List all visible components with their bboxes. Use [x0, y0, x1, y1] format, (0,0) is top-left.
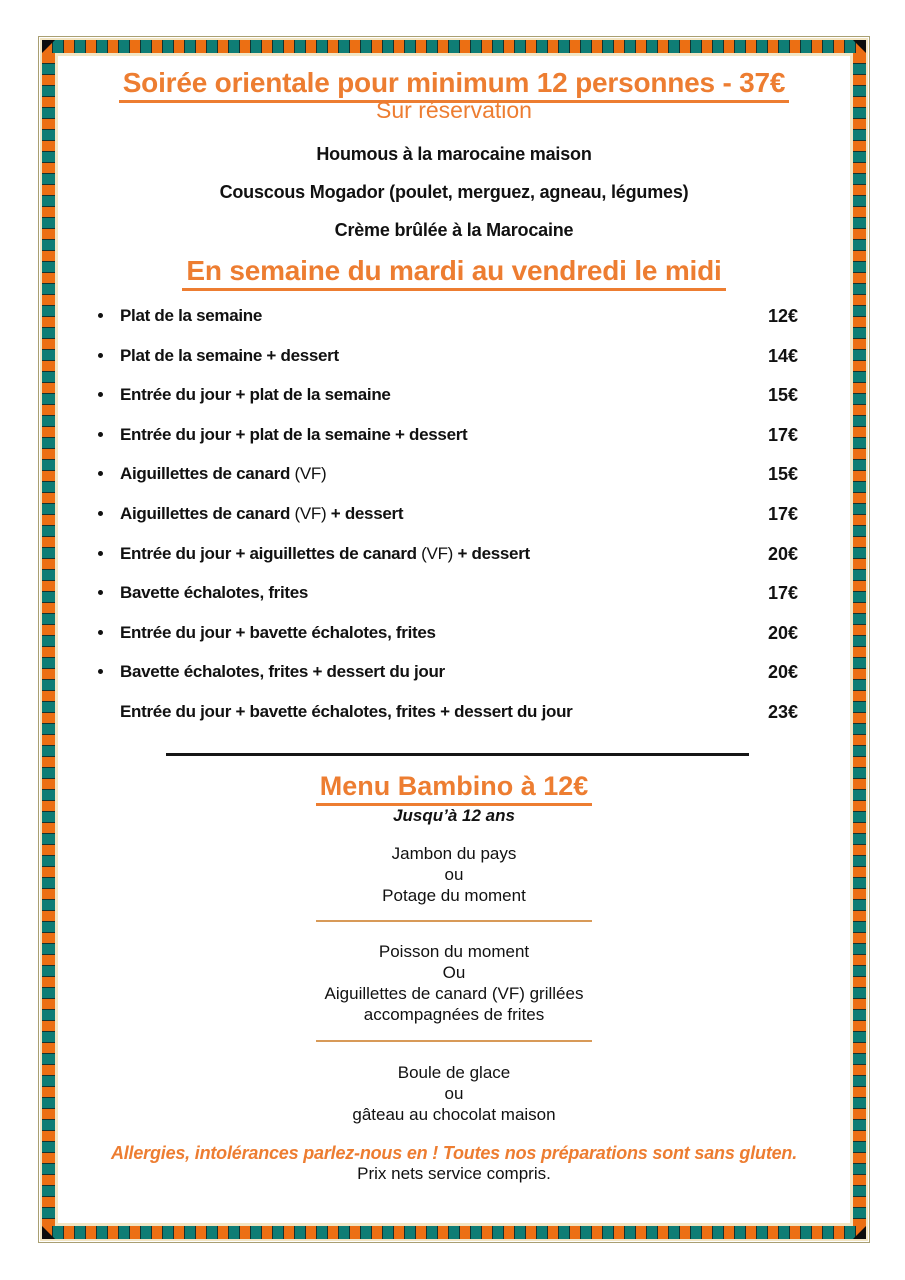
- menu-item-row: [96, 306, 798, 346]
- menu-item-row: [96, 346, 798, 386]
- menu-item-label: Entrée du jour + plat de la semaine + dessert: [120, 424, 468, 444]
- bambino-course-line: ou: [444, 865, 464, 884]
- menu-item-price: 14€: [767, 345, 798, 366]
- menu-item-price: 17€: [767, 503, 798, 524]
- bambino-course-dessert: [58, 1062, 850, 1125]
- menu-item-price: 17€: [767, 424, 798, 445]
- bambino-course-line: gâteau au chocolat maison: [352, 1105, 556, 1124]
- menu-item-label: Aiguillettes de canard (VF) + dessert: [120, 503, 404, 523]
- menu-item-price: 15€: [767, 385, 798, 406]
- allergy-notice: Allergies, intolérances parlez-nous en ! Toutes nos préparations sont sans gluten.: [110, 1143, 798, 1163]
- bambino-course-starter: [58, 843, 850, 906]
- menu-item-label: Aiguillettes de canard (VF): [120, 464, 327, 484]
- border-stripe-bottom: [42, 1226, 866, 1239]
- bambino-course-line: Aiguillettes de canard (VF) grillées: [324, 984, 584, 1003]
- menu-item-row: [96, 702, 798, 742]
- menu-item-row: [96, 425, 798, 465]
- orange-divider: [316, 920, 592, 922]
- menu-item-row: [96, 504, 798, 544]
- menu-item-label: Plat de la semaine: [120, 306, 263, 325]
- menu-item-price: 23€: [767, 701, 798, 722]
- bambino-title: [58, 772, 850, 806]
- weekday-menu-title-text: En semaine du mardi au vendredi le midi: [182, 256, 725, 291]
- menu-item-label: Bavette échalotes, frites + dessert du jour: [120, 662, 445, 682]
- menu-item-row: [96, 464, 798, 504]
- bambino-course-line: Poisson du moment: [378, 942, 530, 961]
- soiree-course-list: [58, 145, 850, 259]
- menu-item-price: 20€: [767, 662, 798, 683]
- menu-item-label: Entrée du jour + aiguillettes de canard (VF) + dessert: [120, 543, 530, 563]
- bullet-icon: [98, 511, 103, 516]
- menu-item-row: [96, 662, 798, 702]
- soiree-course-line: Crème brûlée à la Marocaine: [334, 220, 574, 240]
- bullet-icon: [98, 392, 103, 397]
- soiree-title-text: Soirée orientale pour minimum 12 personnes - 37€: [119, 68, 790, 103]
- bullet-icon: [98, 432, 103, 437]
- bullet-icon: [98, 551, 103, 556]
- menu-item-row: [96, 623, 798, 663]
- bambino-course-line: Potage du moment: [382, 886, 526, 905]
- bullet-icon: [98, 313, 103, 318]
- menu-item-row: [96, 385, 798, 425]
- bambino-title-text: Menu Bambino à 12€: [316, 772, 593, 806]
- border-stripe-top: [42, 40, 866, 53]
- menu-item-label: Plat de la semaine + dessert: [120, 345, 339, 365]
- menu-item-label: Entrée du jour + bavette échalotes, frites + dessert du jour: [120, 701, 573, 721]
- weekday-menu-title: [58, 256, 850, 291]
- bullet-icon: [98, 471, 103, 476]
- bambino-course-line: Ou: [442, 963, 466, 982]
- bullet-icon: [98, 590, 103, 595]
- menu-item-label: Entrée du jour + bavette échalotes, frites: [120, 622, 436, 642]
- menu-item-row: [96, 583, 798, 623]
- menu-item-row: [96, 544, 798, 584]
- soiree-course-line: Houmous à la marocaine maison: [316, 144, 592, 164]
- border-stripe-left: [42, 53, 55, 1226]
- bambino-subtitle: Jusqu’à 12 ans: [393, 806, 515, 825]
- bullet-icon: [98, 669, 103, 674]
- bullet-icon: [98, 353, 103, 358]
- bambino-course-line: Jambon du pays: [391, 844, 517, 863]
- menu-item-price: 12€: [767, 306, 798, 326]
- menu-content: [55, 53, 853, 1226]
- bambino-course-line: ou: [444, 1084, 464, 1103]
- soiree-course-line: Couscous Mogador (poulet, merguez, agneau, légumes): [219, 182, 689, 202]
- lunch-price-list: [96, 306, 798, 742]
- orange-divider: [316, 1040, 592, 1042]
- decorative-border-frame: [38, 36, 870, 1243]
- bambino-course-line: accompagnées de frites: [363, 1005, 545, 1024]
- menu-item-label: Entrée du jour + plat de la semaine: [120, 385, 391, 405]
- bambino-course-main: [58, 941, 850, 1025]
- bambino-course-line: Boule de glace: [397, 1063, 511, 1082]
- menu-item-price: 20€: [767, 622, 798, 643]
- section-divider: [166, 753, 749, 756]
- menu-item-price: 20€: [767, 543, 798, 564]
- price-notice: Prix nets service compris.: [357, 1164, 551, 1183]
- menu-item-price: 17€: [767, 583, 798, 604]
- soiree-subtitle: Sur réservation: [376, 97, 532, 123]
- menu-item-price: 15€: [767, 464, 798, 485]
- border-stripe-right: [853, 53, 866, 1226]
- menu-item-label: Bavette échalotes, frites: [120, 583, 309, 603]
- bullet-icon: [98, 630, 103, 635]
